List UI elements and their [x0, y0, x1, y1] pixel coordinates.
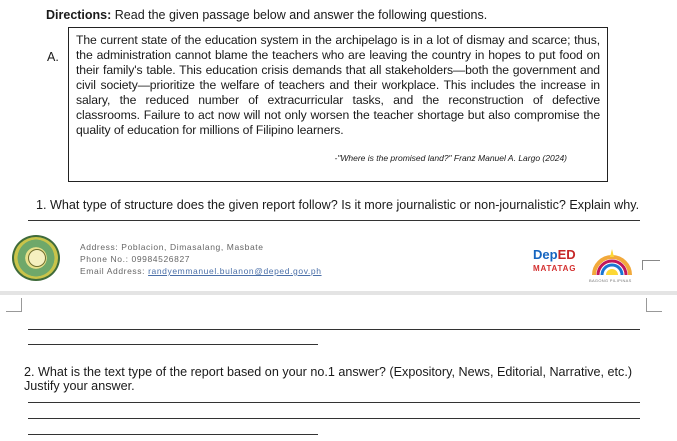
answer-line — [28, 418, 640, 419]
matatag-word: MATATAG — [533, 264, 577, 273]
letterhead-corner-mark — [642, 260, 660, 270]
address-label: Address: — [80, 242, 119, 252]
page-break-band — [0, 291, 677, 295]
answer-line — [28, 402, 640, 403]
letterhead-contact — [80, 241, 322, 277]
phone-label: Phone No.: — [80, 254, 129, 264]
question-1: 1. What type of structure does the given report follow? Is it more journalistic or non-journalistic? Explain why. — [36, 198, 640, 212]
directions-label: Directions: — [46, 8, 112, 22]
directions-line — [46, 8, 487, 22]
answer-line — [28, 220, 640, 221]
passage-box — [68, 27, 608, 182]
seal-center-icon — [28, 249, 46, 267]
answer-line — [28, 434, 318, 435]
school-seal-icon — [12, 235, 60, 281]
email-link[interactable]: randyemmanuel.bulanon@deped.gov.ph — [148, 266, 322, 276]
deped-ed: ED — [557, 247, 576, 262]
bagong-pilipinas-text: BAGONG PILIPINAS — [589, 278, 632, 283]
address-row — [80, 241, 322, 253]
phone-row — [80, 253, 322, 265]
passage-letter: A. — [47, 50, 59, 64]
passage-citation: -"Where is the promised land?" Franz Manuel A. Largo (2024) — [334, 153, 567, 163]
answer-line — [28, 344, 318, 345]
letterhead — [0, 227, 677, 291]
email-row — [80, 265, 322, 277]
email-label: Email Address: — [80, 266, 146, 276]
address-value: Poblacion, Dimasalang, Masbate — [118, 242, 264, 252]
passage-text: The current state of the education system in the archipelago is in a lot of dismay and scarce; thus, the administration cannot blame the teachers who are leaving the country in hopes to put food on their family's table. This education crisis demands that all stakeholders—both the government and civil society—prioritize the welfare of teachers and their workplace. This includes the increase in salary, the reduced number of extracurricular tasks, and the reconstruction of defective classrooms. Failure to act now will not only worsen the teacher shortage but also compromise the quality of education for millions of Filipino learners. — [76, 33, 600, 137]
question-2: 2. What is the text type of the report based on your no.1 answer? (Expository, News, Editorial, Narrative, etc.) Justify your answer. — [24, 365, 633, 393]
crop-mark-right — [646, 298, 662, 312]
answer-line — [28, 329, 640, 330]
crop-mark-left — [6, 298, 22, 312]
deped-dep: Dep — [533, 247, 558, 262]
directions-text: Read the given passage below and answer the following questions. — [111, 8, 488, 22]
bagong-pilipinas-logo-icon — [588, 243, 636, 279]
deped-matatag-logo — [533, 247, 576, 273]
phone-value: 09984526827 — [128, 254, 191, 264]
deped-word — [533, 247, 576, 262]
